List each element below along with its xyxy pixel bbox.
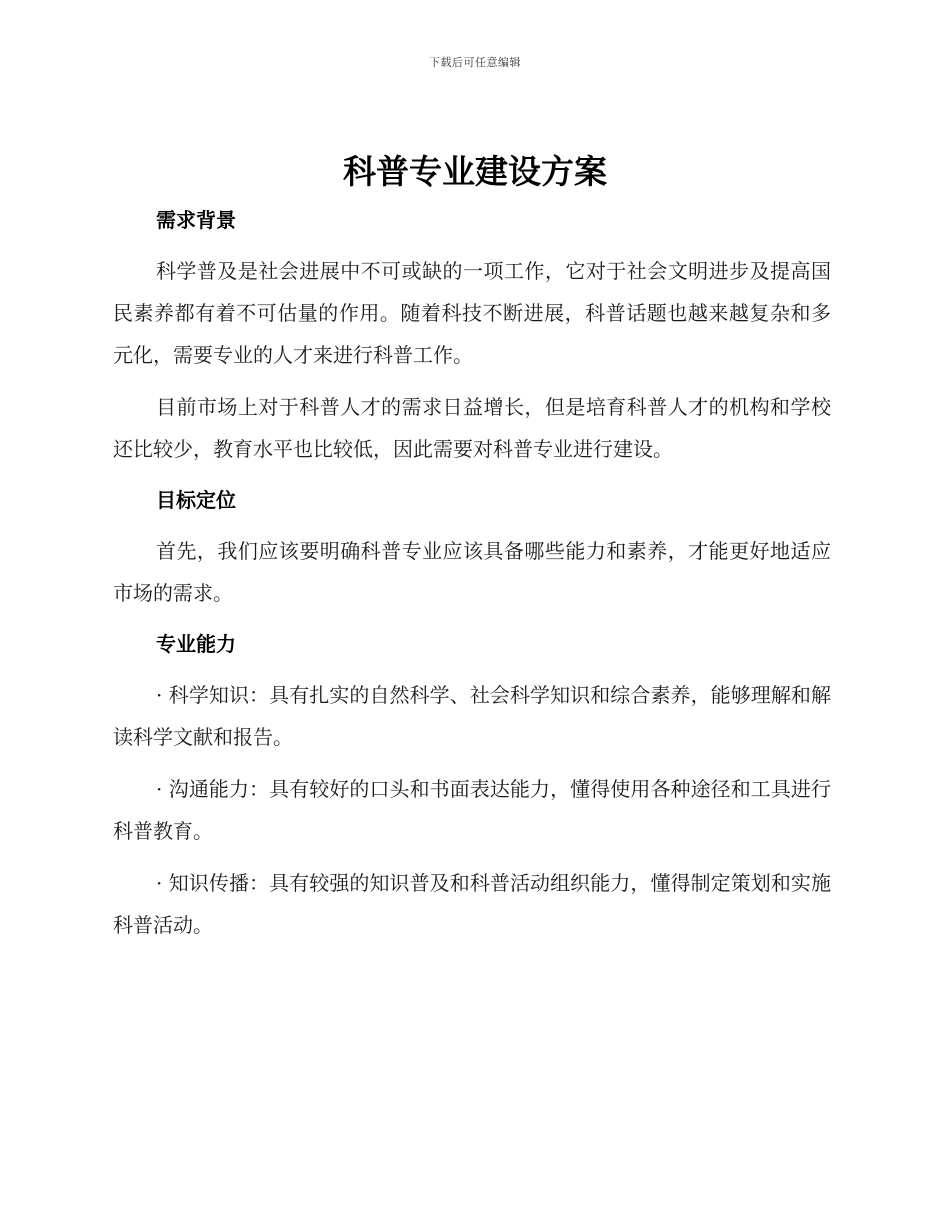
section-heading: 目标定位 xyxy=(156,488,236,512)
section-demand-background xyxy=(113,200,831,470)
document-title: 科普专业建设方案 xyxy=(343,152,607,191)
document-body xyxy=(113,200,831,956)
section-heading: 需求背景 xyxy=(156,208,236,232)
bullet-item-communication: · 沟通能力：具有较好的口头和书面表达能力，懂得使用各种途径和工具进行科普教育。 xyxy=(113,777,831,843)
section-goal-positioning xyxy=(113,480,831,614)
section-heading: 专业能力 xyxy=(156,632,236,656)
bullet-item-science-knowledge: · 科学知识：具有扎实的自然科学、社会科学知识和综合素养，能够理解和解读科学文献和报告。 xyxy=(113,683,831,749)
paragraph: 首先，我们应该要明确科普专业应该具备哪些能力和素养，才能更好地适应市场的需求。 xyxy=(113,539,831,605)
paragraph: 目前市场上对于科普人才的需求日益增长，但是培育科普人才的机构和学校还比较少，教育水平也比较低，因此需要对科普专业进行建设。 xyxy=(113,395,831,461)
bullet-item-knowledge-dissemination: · 知识传播：具有较强的知识普及和科普活动组织能力，懂得制定策划和实施科普活动。 xyxy=(113,871,831,937)
paragraph: 科学普及是社会进展中不可或缺的一项工作，它对于社会文明进步及提高国民素养都有着不可估量的作用。随着科技不断进展，科普话题也越来越复杂和多元化，需要专业的人才来进行科普工作。 xyxy=(113,259,831,367)
section-professional-ability xyxy=(113,624,831,946)
header-note: 下载后可任意编辑 xyxy=(429,56,521,69)
